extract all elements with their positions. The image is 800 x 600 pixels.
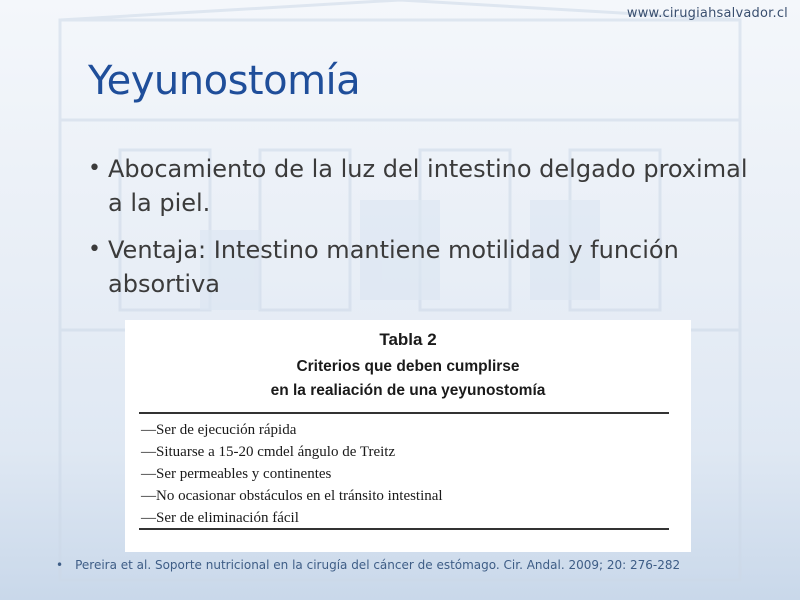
table-image (125, 320, 691, 552)
bullet-item (88, 233, 768, 301)
criteria-item: —Ser de eliminación fácil (141, 510, 299, 526)
table-rule-top (139, 412, 669, 414)
criteria-list (141, 419, 443, 529)
citation (56, 558, 680, 572)
slide-title: Yeyunostomía (88, 58, 361, 104)
bullet-text: Ventaja: Intestino mantiene motilidad y función absortiva (108, 236, 679, 298)
bullet-list (88, 152, 768, 314)
bullet-dot-icon: • (88, 156, 101, 181)
bullet-item (88, 152, 768, 220)
site-url[interactable]: www.cirugiahsalvador.cl (626, 6, 788, 21)
bullet-dot-icon: • (88, 237, 101, 262)
citation-text: Pereira et al. Soporte nutricional en la cirugía del cáncer de estómago. Cir. Andal. 2009; 20: 276-282 (75, 558, 681, 572)
citation-bullet-icon: • (56, 558, 64, 572)
table-heading-line2: en la realiación de una yeyunostomía (270, 382, 546, 399)
bullet-text: Abocamiento de la luz del intestino delgado proximal a la piel. (108, 155, 748, 217)
table-rule-bottom (139, 528, 669, 530)
table-number: Tabla 2 (379, 330, 437, 349)
criteria-item: —Ser permeables y continentes (141, 466, 332, 482)
criteria-item: —Ser de ejecución rápida (141, 422, 297, 438)
criteria-item: —Situarse a 15-20 cmdel ángulo de Treitz (141, 444, 396, 460)
table-heading-line1: Criterios que deben cumplirse (296, 358, 520, 375)
criteria-item: —No ocasionar obstáculos en el tránsito intestinal (141, 488, 443, 504)
